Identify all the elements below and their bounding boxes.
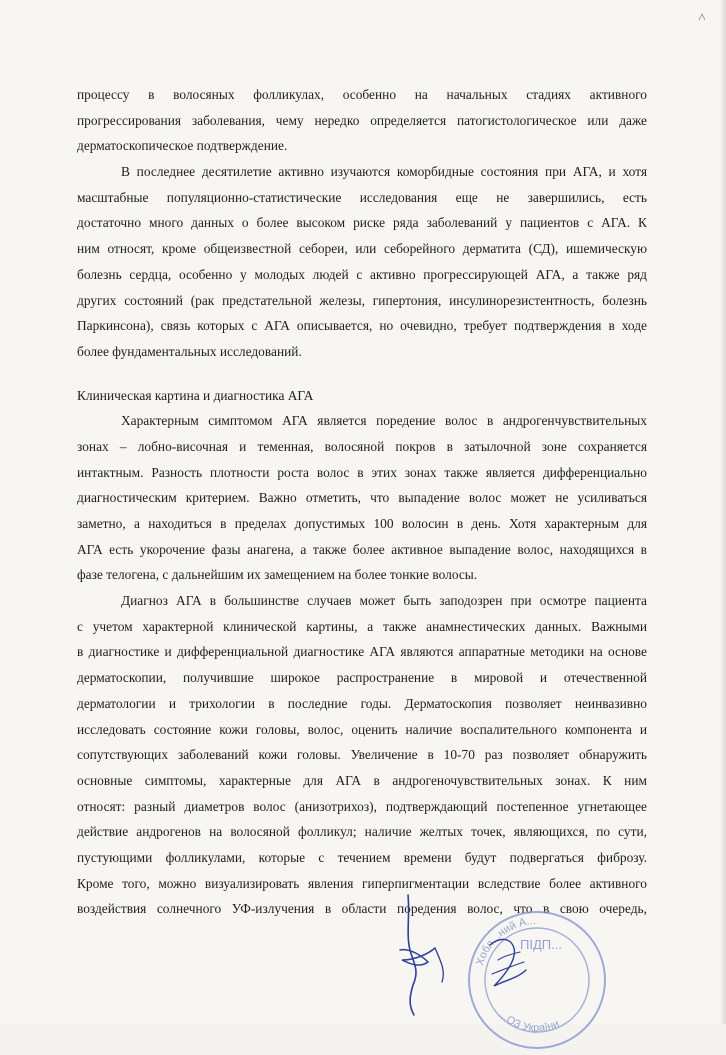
text-line: болезнь сердца, особенно у молодых людей с активно прогрессирующей АГА, а также ряд [77,266,647,282]
stamp-text-top: Хобл...ний А... [474,914,537,968]
signature-icon [380,890,540,1020]
text-line: Диагноз АГА в большинстве случаев может быть заподозрен при осмотре пациента [121,593,647,609]
text-line: диагностическим критерием. Важно отметить, что выпадение волос может не усиливаться [77,490,647,506]
text-line: ним относят, кроме общеизвестной себореи, или себорейного дерматита (СД), ишемическую [77,241,647,257]
text-line: зонах – лобно-височная и теменная, волосяной покров в затылочной зоне сохраняется [77,438,647,454]
text-line: пустующими фолликулами, которые с течением времени будут подвергаться фиброзу. [77,849,647,865]
body-text [77,82,647,922]
paragraph-gap [77,365,647,383]
corner-mark-icon [697,12,707,22]
text-line: заметно, а находиться в пределах допустимых 100 волосин в день. Хотя характерным для [77,516,647,531]
text-line: относят: разный диаметров волос (анизотрихоз), подтверждающий постепенное угнетающее [77,798,647,814]
text-line: процессу в волосяных фолликулах, особенно на начальных стадиях активного [77,87,647,102]
stamp-text-center: ПІДП... [520,937,562,952]
text-line: исследовать состояние кожи головы, волос, оценить наличие воспалительного компонента и [77,721,647,737]
text-line: дерматоскопическое подтверждение. [77,138,288,154]
text-line: воздействия солнечного УФ-излучения в области поредения волос, что в свою очередь, [77,901,647,917]
text-line: с учетом характерной клинической картины, а также анамнестических данных. Важными [77,618,647,634]
text-line: фазе телогена, с дальнейшим их замещением на более тонкие волосы. [77,567,478,583]
text-line: достаточно много данных о более высоком риске ряда заболеваний у пациентов с АГА. К [77,215,647,231]
text-line: прогрессирования заболевания, чему нередко определяется патогистологическое или даже [77,112,647,128]
text-line: сопутствующих заболеваний кожи головы. Увеличение в 10-70 раз позволяет обнаружить [77,747,647,763]
text-line: В последнее десятилетие активно изучаются коморбидные состояния при АГА, и хотя [121,164,647,180]
text-line: дерматоскопии, получившие широкое распространение в мировой и отечественной [77,670,647,686]
text-line: Паркинсона), связь которых с АГА описывается, но очевидно, требует подтверждения в ходе [77,318,647,334]
stamp-text-bottom: ...ОЗ України [496,1008,562,1035]
text-line: более фундаментальных исследований. [77,343,302,359]
text-line: Кроме того, можно визуализировать явления гиперпигментации вследствие более активного [77,875,647,891]
text-line: основные симптомы, характерные для АГА в андрогеночувствительных зонах. К ним [77,772,647,788]
scan-edge-shadow [720,0,726,1024]
text-line: масштабные популяционно-статистические исследования еще не завершились, есть [77,189,647,205]
text-line: в диагностике и дифференциальной диагностике АГА являются аппаратные методики на основе [77,644,647,660]
text-line: АГА есть укорочение фазы анагена, а также более активное выпадение волос, находящихся в [77,541,647,557]
text-line: дерматологии и трихологии в последние годы. Дерматоскопия позволяет неинвазивно [77,695,647,711]
text-line: Характерным симптомом АГА является поредение волос в андрогенчувствительных [121,413,647,429]
text-line: других состояний (рак предстательной железы, гипертония, инсулинорезистентность, болезнь [77,292,647,308]
text-line: действие андрогенов на волосяной фолликул; наличие желтых точек, являющихся, по сути, [77,824,647,840]
section-heading: Клиническая картина и диагностика АГА [77,387,314,403]
text-line: интактным. Разность плотности роста волос в этих зонах также является дифференциально [77,464,647,480]
